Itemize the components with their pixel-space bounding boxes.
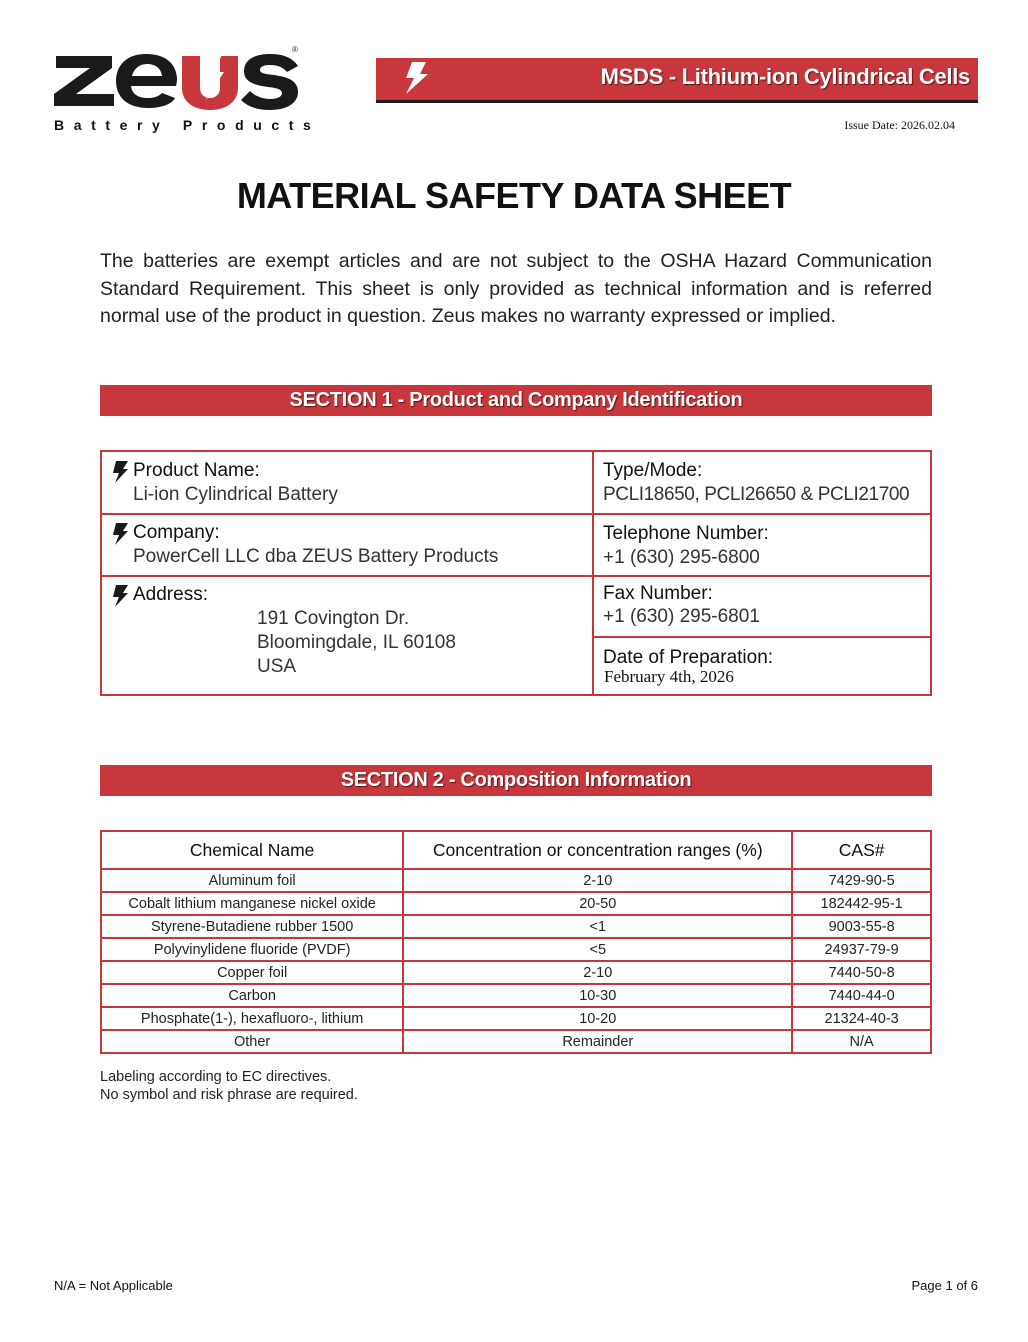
header-banner-underline [376, 100, 978, 103]
chemical-name-cell: Polyvinylidene fluoride (PVDF) [101, 938, 403, 961]
date-of-preparation-label: Date of Preparation: [603, 647, 774, 668]
column-header: Concentration or concentration ranges (%) [403, 831, 792, 869]
lightning-bolt-icon [111, 461, 129, 483]
lightning-bolt-icon [111, 585, 129, 607]
divider [102, 513, 930, 515]
section2-heading-bar [100, 765, 932, 796]
cas-cell: 7429-90-5 [792, 869, 931, 892]
section1-table [100, 450, 932, 696]
composition-table [100, 830, 932, 1054]
concentration-cell: 20-50 [403, 892, 792, 915]
concentration-cell: <5 [403, 938, 792, 961]
table-row [101, 869, 931, 892]
fax-value: +1 (630) 295-6801 [603, 606, 760, 627]
table-row [101, 984, 931, 1007]
address-label: Address: [133, 584, 208, 605]
table-row [101, 1007, 931, 1030]
cas-cell: 9003-55-8 [792, 915, 931, 938]
svg-text:®: ® [292, 45, 298, 54]
chemical-name-cell: Copper foil [101, 961, 403, 984]
cas-cell: N/A [792, 1030, 931, 1053]
cas-cell: 7440-50-8 [792, 961, 931, 984]
table-row [101, 1030, 931, 1053]
cas-cell: 21324-40-3 [792, 1007, 931, 1030]
page-title: MATERIAL SAFETY DATA SHEET [236, 175, 792, 216]
note-line: Labeling according to EC directives. [100, 1069, 332, 1085]
date-of-preparation-value: February 4th, 2026 [604, 667, 734, 686]
chemical-name-cell: Carbon [101, 984, 403, 1007]
labeling-note [100, 1068, 358, 1104]
footer-legend: N/A = Not Applicable [54, 1278, 173, 1293]
telephone-value: +1 (630) 295-6800 [603, 547, 760, 568]
company-label: Company: [133, 522, 220, 543]
table-header-row [101, 831, 931, 869]
chemical-name-cell: Aluminum foil [101, 869, 403, 892]
page-number: Page 1 of 6 [911, 1278, 978, 1293]
chemical-name-cell: Other [101, 1030, 403, 1053]
table-row [101, 961, 931, 984]
chemical-name-cell: Phosphate(1-), hexafluoro-, lithium [101, 1007, 403, 1030]
address-line3: USA [257, 656, 297, 677]
divider [592, 452, 594, 694]
section1-heading-bar [100, 385, 932, 416]
concentration-cell: 10-30 [403, 984, 792, 1007]
column-header: CAS# [792, 831, 931, 869]
column-header: Chemical Name [101, 831, 403, 869]
cas-cell: 182442-95-1 [792, 892, 931, 915]
zeus-logo [54, 42, 304, 112]
address-line1: 191 Covington Dr. [257, 608, 410, 629]
section2-heading: SECTION 2 - Composition Information [340, 769, 692, 791]
cas-cell: 24937-79-9 [792, 938, 931, 961]
type-mode-value: PCLI18650, PCLI26650 & PCLI21700 [603, 484, 910, 505]
lightning-bolt-icon [398, 58, 434, 96]
product-name-value: Li-ion Cylindrical Battery [133, 484, 338, 505]
concentration-cell: Remainder [403, 1030, 792, 1053]
table-row [101, 915, 931, 938]
brand-subtitle: Battery Products [54, 117, 321, 133]
cas-cell: 7440-44-0 [792, 984, 931, 1007]
product-name-label: Product Name: [133, 460, 260, 481]
type-mode-label: Type/Mode: [603, 460, 703, 481]
issue-date: Issue Date: 2026.02.04 [844, 118, 955, 132]
divider [592, 636, 930, 638]
banner-title: MSDS - Lithium-ion Cylindrical Cells [600, 64, 970, 89]
concentration-cell: 2-10 [403, 869, 792, 892]
telephone-label: Telephone Number: [603, 523, 769, 544]
lightning-bolt-icon [111, 523, 129, 545]
divider [102, 575, 930, 577]
address-line2: Bloomingdale, IL 60108 [257, 632, 456, 653]
concentration-cell: <1 [403, 915, 792, 938]
concentration-cell: 2-10 [403, 961, 792, 984]
note-line: No symbol and risk phrase are required. [100, 1087, 358, 1103]
concentration-cell: 10-20 [403, 1007, 792, 1030]
section1-heading: SECTION 1 - Product and Company Identification [289, 389, 743, 411]
intro-paragraph: The batteries are exempt articles and are not subject to the OSHA Hazard Communication Standard Requirement. This sheet is only provided as technical information and is referred normal use of the product in question. Zeus makes no warranty expressed or implied. [100, 250, 932, 327]
company-value: PowerCell LLC dba ZEUS Battery Products [133, 546, 499, 567]
table-row [101, 938, 931, 961]
chemical-name-cell: Cobalt lithium manganese nickel oxide [101, 892, 403, 915]
chemical-name-cell: Styrene-Butadiene rubber 1500 [101, 915, 403, 938]
table-row [101, 892, 931, 915]
fax-label: Fax Number: [603, 583, 713, 604]
